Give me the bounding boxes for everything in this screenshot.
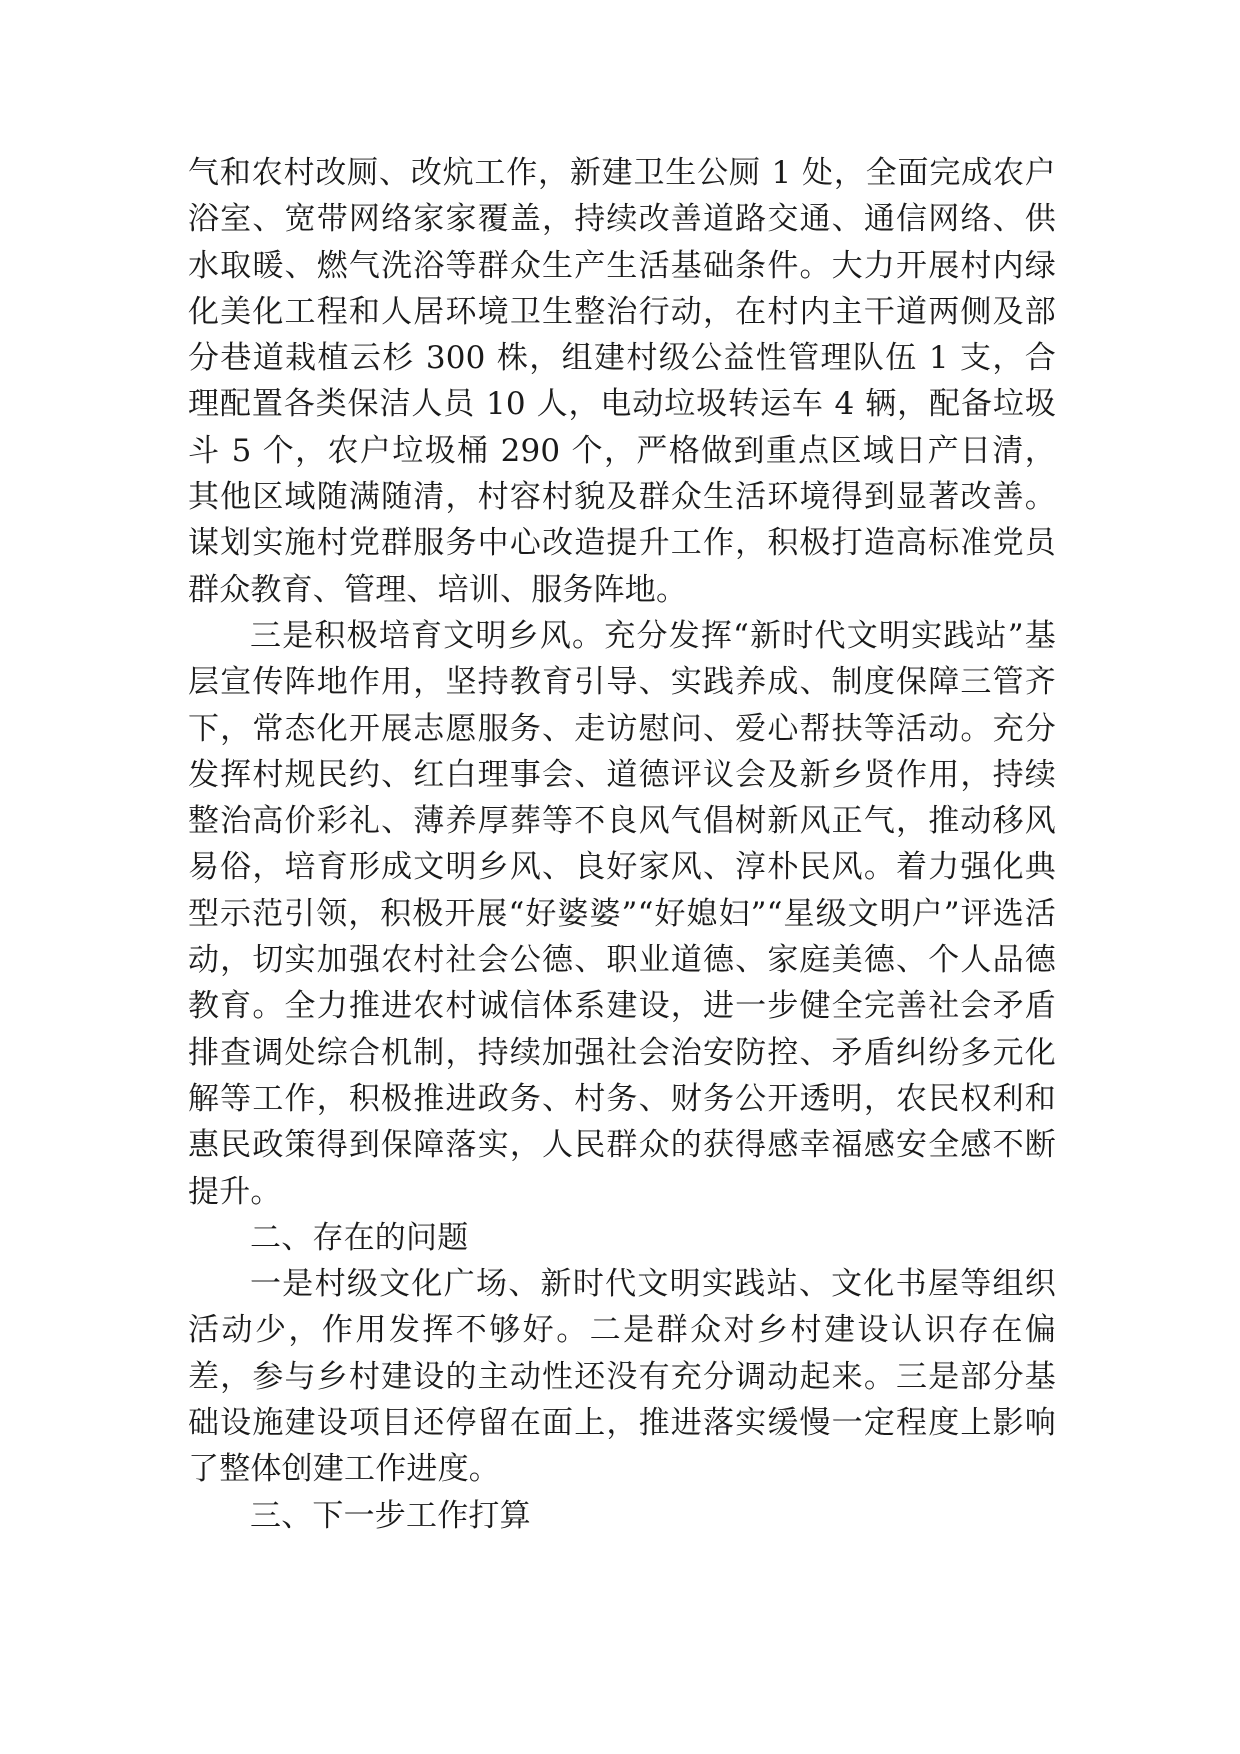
section-heading-next-steps: 三、下一步工作打算 xyxy=(250,1497,531,1534)
paragraph-infrastructure-continued: 气和农村改厕、改炕工作，新建卫生公厕 1 处，全面完成农户浴室、宽带网络家家覆盖，持续改善道路交通、通信网络、供水取暖、燃气洗浴等群众生产生活基础条件。大力开展村内绿化美化工程和人居环境卫生整治行动，在村内主干道两侧及部分巷道栽植云杉 300 株，组建村级公益性管理队伍 1 支，合理配置各类保洁人员 10 人，电动垃圾转运车 4 辆，配备垃圾斗 5 个，农户垃圾桶 290 个，严格做到重点区域日产日清，其他区域随满随清，村容村貌及群众生活环境得到显著改善。谋划实施村党群服务中心改造提升工作，积极打造高标准党员群众教育、管理、培训、服务阵地。 xyxy=(188,155,1056,608)
paragraph-problems: 一是村级文化广场、新时代文明实践站、文化书屋等组织活动少，作用发挥不够好。二是群众对乡村建设认识存在偏差，参与乡村建设的主动性还没有充分调动起来。三是部分基础设施建设项目还停留在面上，推进落实缓慢一定程度上影响了整体创建工作进度。 xyxy=(188,1266,1056,1488)
document-body xyxy=(188,150,1056,1539)
paragraph-civilized-customs: 三是积极培育文明乡风。充分发挥“新时代文明实践站”基层宣传阵地作用，坚持教育引导、实践养成、制度保障三管齐下，常态化开展志愿服务、走访慰问、爱心帮扶等活动。充分发挥村规民约、红白理事会、道德评议会及新乡贤作用，持续整治高价彩礼、薄养厚葬等不良风气倡树新风正气，推动移风易俗，培育形成文明乡风、良好家风、淳朴民风。着力强化典型示范引领，积极开展“好婆婆”“好媳妇”“星级文明户”评选活动，切实加强农村社会公德、职业道德、家庭美德、个人品德教育。全力推进农村诚信体系建设，进一步健全完善社会矛盾排查调处综合机制，持续加强社会治安防控、矛盾纠纷多元化解等工作，积极推进政务、村务、财务公开透明，农民权利和惠民政策得到保障落实，人民群众的获得感幸福感安全感不断提升。 xyxy=(188,617,1056,1210)
section-heading-existing-problems: 二、存在的问题 xyxy=(250,1219,469,1256)
